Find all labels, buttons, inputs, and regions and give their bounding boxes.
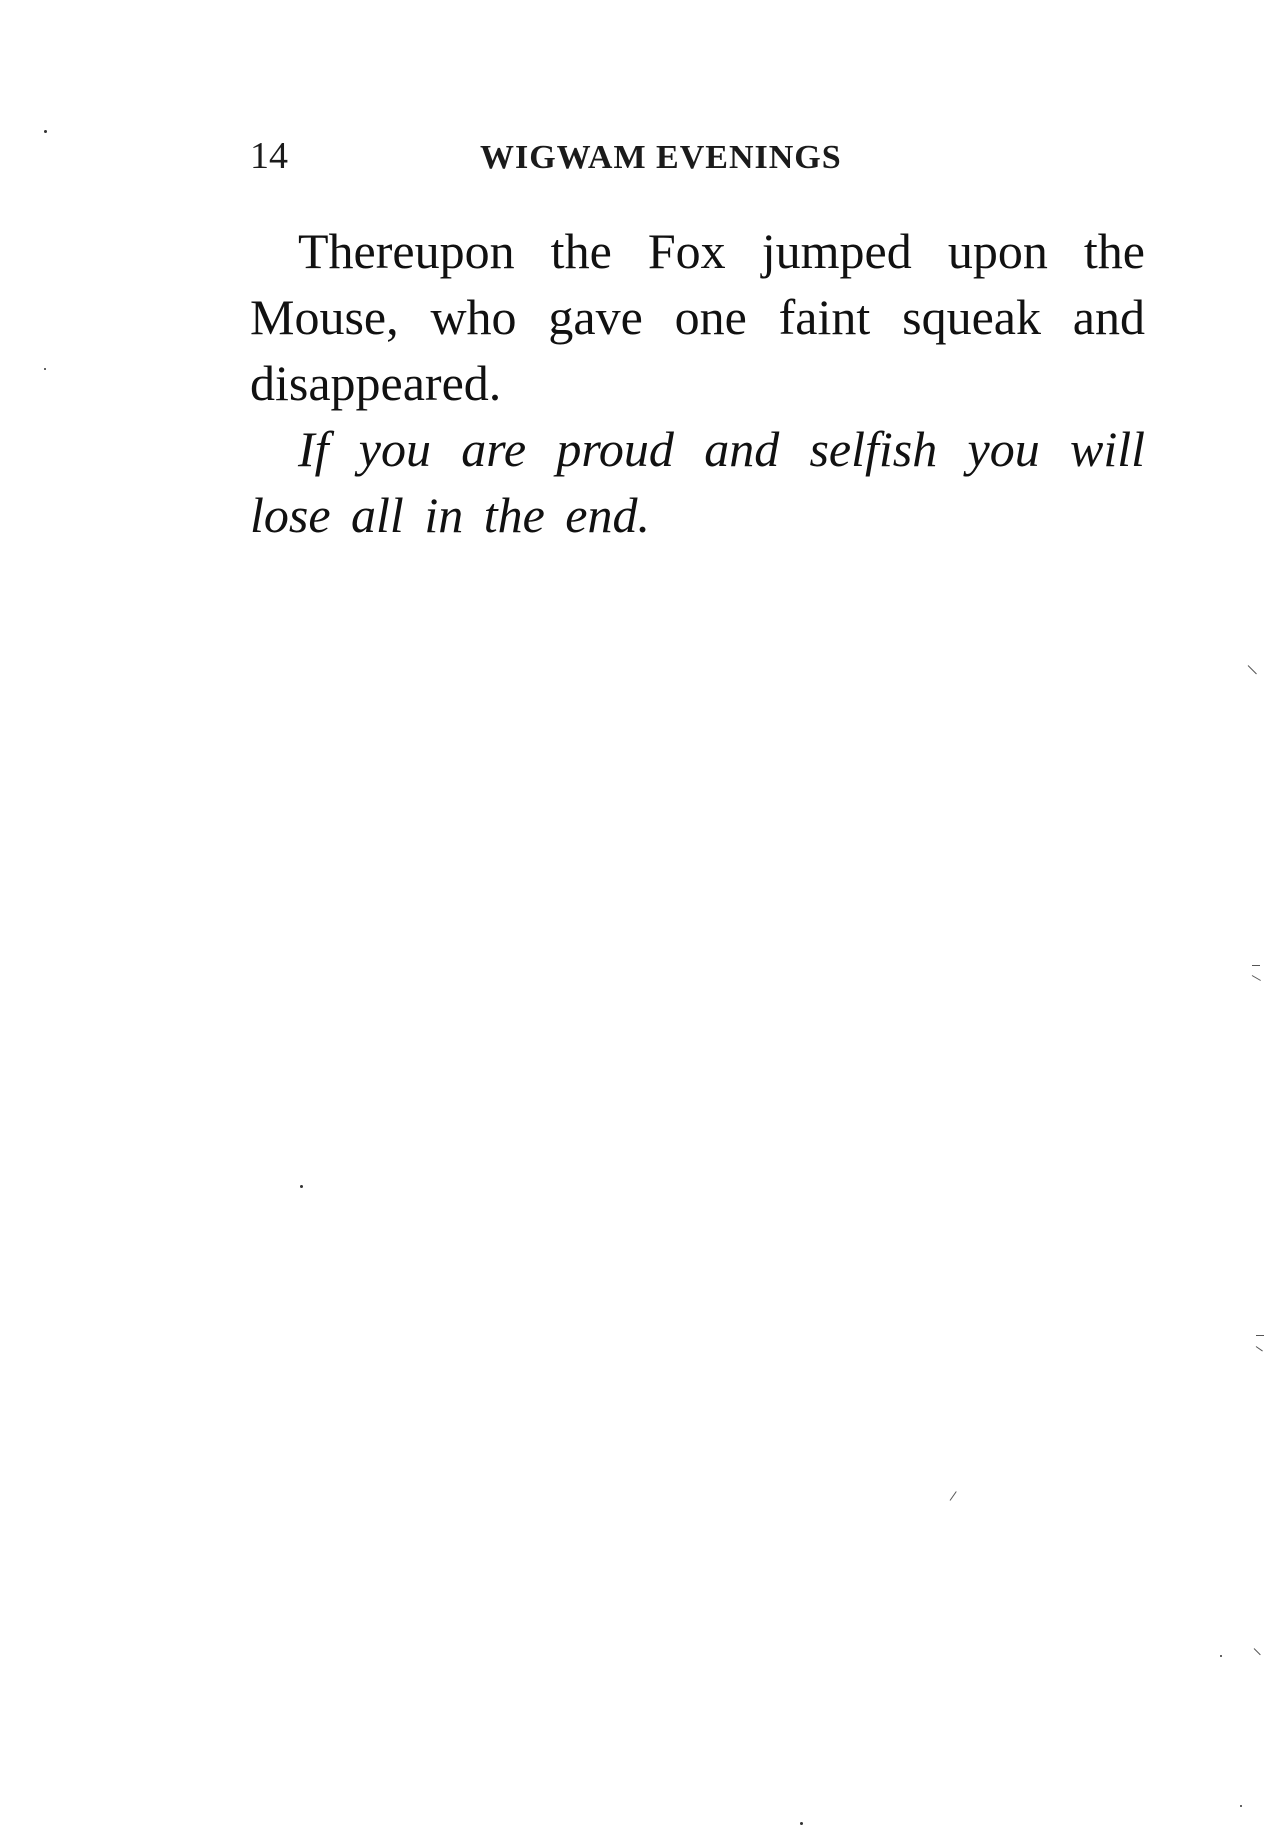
scan-mark xyxy=(1256,1335,1264,1336)
running-title: WIGWAM EVENINGS xyxy=(480,139,842,176)
scan-mark xyxy=(1256,1346,1263,1351)
scan-speck xyxy=(1240,1805,1242,1807)
story-paragraph: Thereupon the Fox jumped upon the Mouse, who gave one faint squeak and disappeared. xyxy=(250,223,1145,411)
scan-mark xyxy=(950,1491,957,1501)
scan-speck xyxy=(44,130,47,133)
scan-mark xyxy=(1252,965,1260,966)
scan-mark xyxy=(1254,1648,1261,1655)
scan-speck xyxy=(44,368,46,370)
running-head xyxy=(250,132,902,180)
moral-paragraph: If you are proud and selfish you will lose all in the end. xyxy=(250,421,1145,543)
scan-speck xyxy=(300,1185,303,1188)
body-text xyxy=(250,218,1145,548)
page-number: 14 xyxy=(250,135,288,177)
scan-speck xyxy=(800,1822,803,1825)
scan-mark xyxy=(1252,975,1261,981)
scan-speck xyxy=(1220,1655,1222,1657)
scan-mark xyxy=(1248,665,1257,674)
